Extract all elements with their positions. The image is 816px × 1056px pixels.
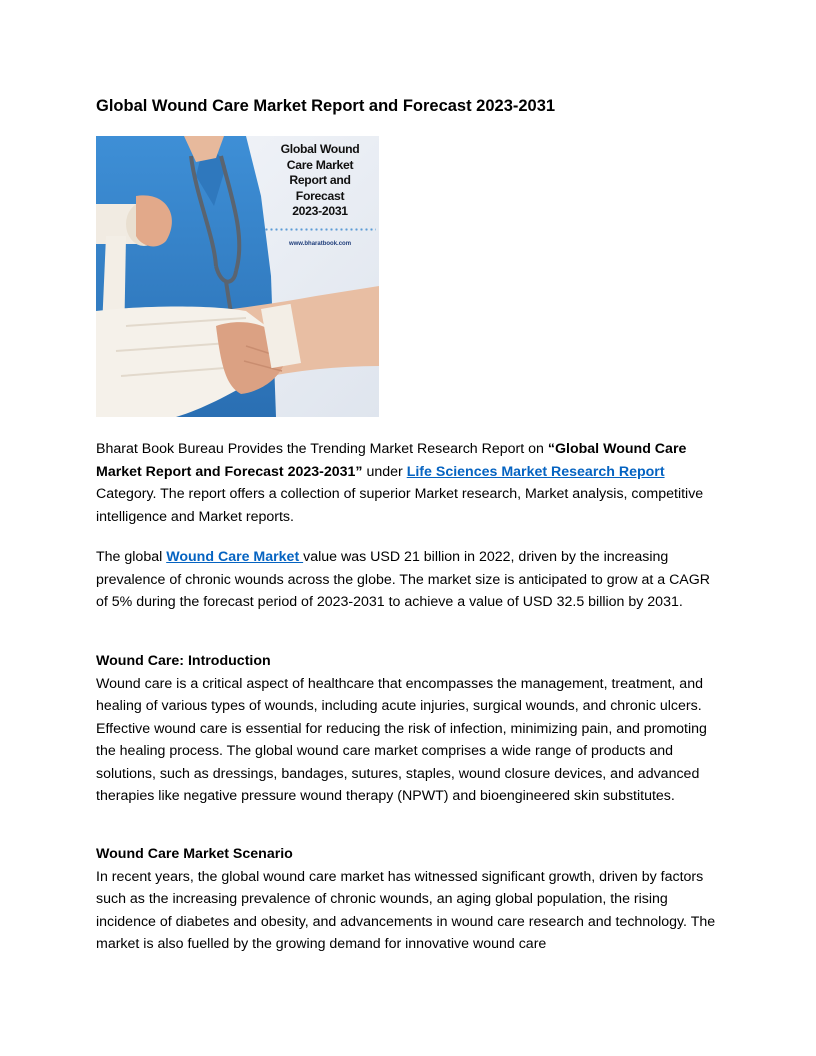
- cover-title-line: 2023-2031: [292, 204, 348, 218]
- section-heading: Wound Care Market Scenario: [96, 846, 293, 862]
- introduction-section: [96, 650, 720, 808]
- section-heading: Wound Care: Introduction: [96, 653, 271, 669]
- intro-paragraph: [96, 438, 720, 528]
- cover-title-line: Report and: [289, 173, 351, 187]
- intro-text: Category. The report offers a collection of superior Market research, Market analysis, competitive intelligence and Market reports.: [96, 486, 704, 525]
- scenario-section: [96, 843, 720, 956]
- cover-url: www.bharatbook.com: [288, 241, 352, 247]
- cover-title-line: Global Wound: [280, 142, 360, 156]
- overview-text: The global: [96, 549, 167, 565]
- overview-paragraph: [96, 546, 720, 614]
- report-title: Global Wound Care Market Report and Forecast 2023-2031: [96, 97, 556, 115]
- overview-text: value was USD 21 billion in 2022, driven by the increasing prevalence of chronic wounds across the globe. The market size is anticipated to grow at a CAGR of 5% during the forecast period of 2023-2031 to achieve a value of USD 32.5 billion by 2031.: [96, 549, 711, 610]
- report-cover-image: [96, 136, 379, 417]
- cover-dotted-divider: [264, 228, 376, 231]
- section-text: Wound care is a critical aspect of healthcare that encompasses the management, treatment, and healing of various types of wounds, including acute injuries, surgical wounds, and chronic ulcers. Effective wound care is essential for reducing the risk of infection, minimizing pain, and promoting the healing process. The global wound care market comprises a wide range of products and solutions, such as dressings, bandages, sutures, staples, wound closure devices, and advanced therapies like negative pressure wound therapy (NPWT) and bioengineered skin substitutes.: [96, 675, 707, 804]
- intro-text: Bharat Book Bureau Provides the Trending Market Research Report on: [96, 441, 548, 457]
- intro-text: under: [362, 463, 407, 480]
- cover-title-line: Care Market: [286, 157, 354, 172]
- cover-title-line: Forecast: [295, 188, 345, 203]
- intro-report-name: “Global Wound Care Market Report and Forecast 2023-2031”: [96, 441, 687, 480]
- cover-title: [264, 142, 376, 220]
- wound-care-market-link[interactable]: Wound Care Market: [166, 549, 304, 565]
- section-text: In recent years, the global wound care market has witnessed significant growth, driven by factors such as the increasing prevalence of chronic wounds, an aging global population, the rising incidence of diabetes and obesity, and advancements in wound care research and technology. The market is also fuelled by the growing demand for innovative wound care: [96, 868, 716, 952]
- life-sciences-link[interactable]: Life Sciences Market Research Report: [406, 463, 665, 480]
